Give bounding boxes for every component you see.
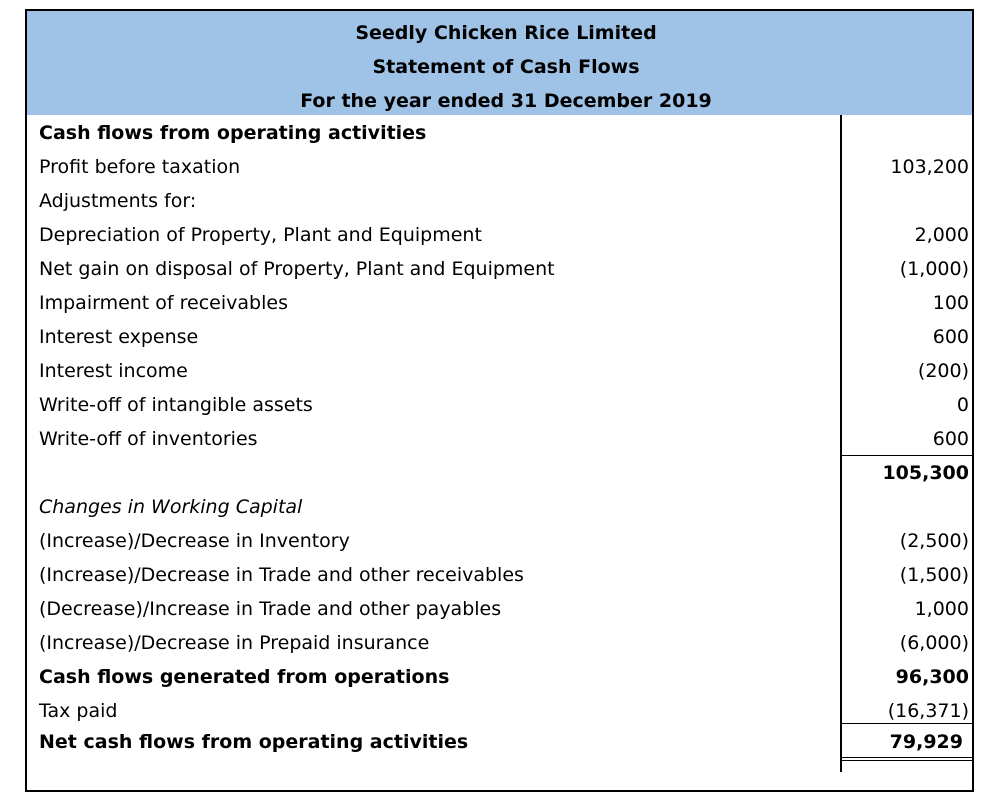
table-row — [27, 694, 972, 728]
table-row — [27, 252, 972, 286]
row-amount: (1,000) — [899, 258, 969, 280]
operations-total-row — [27, 660, 972, 694]
table-row — [27, 286, 972, 320]
row-amount: 600 — [932, 428, 969, 450]
table-row — [27, 218, 972, 252]
table-row — [27, 388, 972, 422]
table-row — [27, 422, 972, 456]
row-amount: (6,000) — [899, 632, 969, 654]
statement-header — [27, 11, 972, 115]
row-label: Changes in Working Capital — [39, 496, 303, 518]
total-rule-top — [842, 723, 972, 724]
row-label: Tax paid — [39, 700, 118, 722]
table-row — [27, 626, 972, 660]
adjustments-heading — [27, 184, 972, 218]
row-label: (Increase)/Decrease in Inventory — [39, 530, 350, 552]
company-name: Seedly Chicken Rice Limited — [355, 22, 657, 44]
table-row — [27, 150, 972, 184]
row-label: Adjustments for: — [39, 190, 197, 212]
row-label: Profit before taxation — [39, 156, 241, 178]
row-label: Cash flows from operating activities — [39, 122, 427, 144]
row-amount: 105,300 — [882, 462, 969, 484]
table-row — [27, 354, 972, 388]
working-capital-heading — [27, 490, 972, 524]
row-amount: 2,000 — [914, 224, 969, 246]
row-label: Depreciation of Property, Plant and Equipment — [39, 224, 482, 246]
row-label: Net cash flows from operating activities — [39, 731, 469, 753]
statement-period: For the year ended 31 December 2019 — [300, 90, 712, 112]
cash-flow-statement — [25, 9, 974, 792]
row-label: Cash flows generated from operations — [39, 666, 450, 688]
subtotal-row — [27, 456, 972, 490]
table-row — [27, 592, 972, 626]
table-row — [27, 558, 972, 592]
row-label: Interest income — [39, 360, 188, 382]
row-amount: (200) — [917, 360, 969, 382]
row-amount: (16,371) — [887, 700, 969, 722]
row-label: (Increase)/Decrease in Prepaid insurance — [39, 632, 430, 654]
row-label: Write-off of intangible assets — [39, 394, 313, 416]
statement-title: Statement of Cash Flows — [372, 56, 640, 78]
table-row — [27, 524, 972, 558]
row-label: (Increase)/Decrease in Trade and other receivables — [39, 564, 524, 586]
row-label: Write-off of inventories — [39, 428, 258, 450]
row-amount: 96,300 — [895, 666, 969, 688]
net-cash-total-row — [27, 725, 972, 759]
row-amount: (1,500) — [899, 564, 969, 586]
double-rule-lower — [842, 760, 972, 761]
row-amount: (2,500) — [899, 530, 969, 552]
row-amount: 103,200 — [890, 156, 969, 178]
row-label: Impairment of receivables — [39, 292, 288, 314]
table-row — [27, 320, 972, 354]
row-label: Interest expense — [39, 326, 199, 348]
row-amount: 100 — [932, 292, 969, 314]
row-amount: 79,929 — [889, 731, 963, 753]
double-rule-upper — [842, 757, 972, 758]
section-heading-operating — [27, 116, 972, 150]
row-amount: 0 — [956, 394, 969, 416]
row-label: (Decrease)/Increase in Trade and other payables — [39, 598, 502, 620]
row-amount: 1,000 — [914, 598, 969, 620]
row-label: Net gain on disposal of Property, Plant and Equipment — [39, 258, 555, 280]
row-amount: 600 — [932, 326, 969, 348]
